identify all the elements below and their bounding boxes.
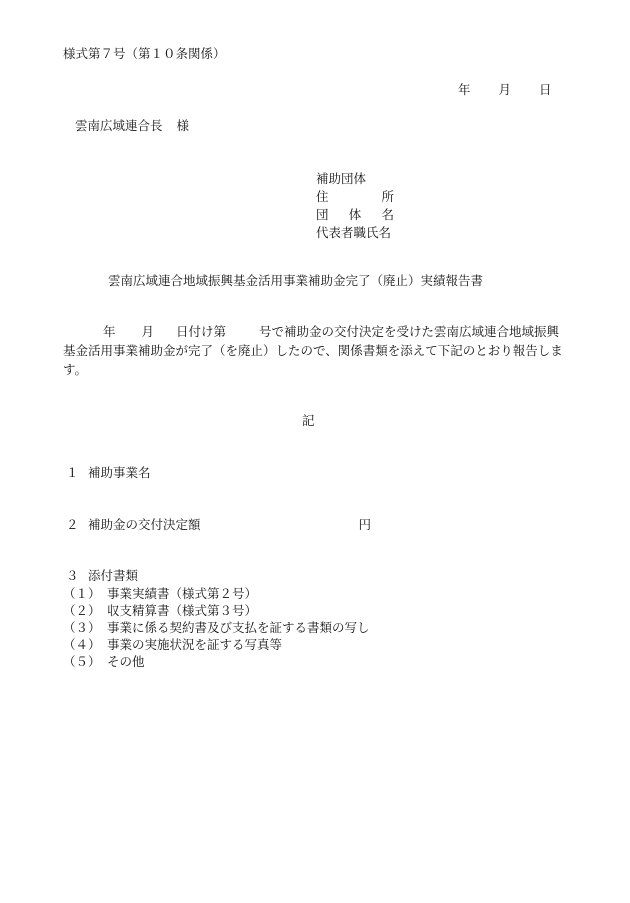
body-paragraph — [63, 322, 563, 379]
item-number: ３ — [66, 568, 79, 583]
date-year: 年 — [458, 82, 471, 97]
body-month: 月 — [141, 324, 155, 339]
applicant-block — [316, 170, 394, 242]
attachment-item — [63, 585, 370, 602]
ki-heading: 記 — [302, 413, 315, 428]
attachment-number: （５） — [63, 654, 101, 669]
attachment-number: （４） — [63, 637, 101, 652]
attachment-text: 事業実績書（様式第２号） — [107, 586, 258, 601]
item-number: １ — [66, 465, 79, 480]
attachment-list — [63, 585, 370, 670]
addressee — [75, 117, 189, 135]
attachment-number: （１） — [63, 586, 101, 601]
item-project-name — [66, 464, 151, 482]
addressee-name: 雲南広域連合長 — [75, 118, 163, 133]
item-label: 添付書類 — [88, 568, 139, 583]
item-attachments — [66, 567, 138, 585]
attachment-item — [63, 619, 370, 636]
date-day: 日 — [539, 82, 552, 97]
attachment-number: （３） — [63, 620, 101, 635]
attachment-text: 収支精算書（様式第３号） — [107, 603, 258, 618]
body-text: 号で補助金の交付決定を受けた雲南広域連合地域振興基金活用事業補助金が完了（を廃止）したので、関係書類を添えて下記のとおり報告します。 — [63, 324, 563, 377]
applicant-org-label: 補助団体 — [316, 171, 367, 186]
attachment-item — [63, 653, 370, 670]
attachment-text: 事業の実施状況を証する写真等 — [107, 637, 283, 652]
applicant-group-name-label: 団体名 — [316, 207, 394, 222]
attachment-item — [63, 636, 370, 653]
attachment-text: 事業に係る契約書及び支払を証する書類の写し — [107, 620, 370, 635]
attachment-item — [63, 602, 370, 619]
item-label: 補助事業名 — [88, 465, 151, 480]
body-year: 年 — [103, 324, 116, 339]
item-grant-amount — [66, 516, 371, 534]
item-number: ２ — [66, 517, 79, 532]
addressee-honorific: 様 — [176, 118, 190, 133]
date-line — [458, 81, 552, 99]
document-title: 雲南広域連合地域振興基金活用事業補助金完了（廃止）実績報告書 — [108, 273, 484, 288]
body-dated-no: 日付け第 — [176, 324, 227, 339]
form-number: 様式第７号（第１０条関係） — [63, 46, 226, 61]
attachment-number: （２） — [63, 603, 101, 618]
attachment-text: その他 — [107, 654, 145, 669]
applicant-representative-label: 代表者職氏名 — [316, 225, 392, 240]
yen-unit: 円 — [358, 517, 372, 532]
applicant-address-label: 住所 — [316, 189, 394, 204]
item-label: 補助金の交付決定額 — [88, 517, 201, 532]
date-month: 月 — [498, 82, 512, 97]
